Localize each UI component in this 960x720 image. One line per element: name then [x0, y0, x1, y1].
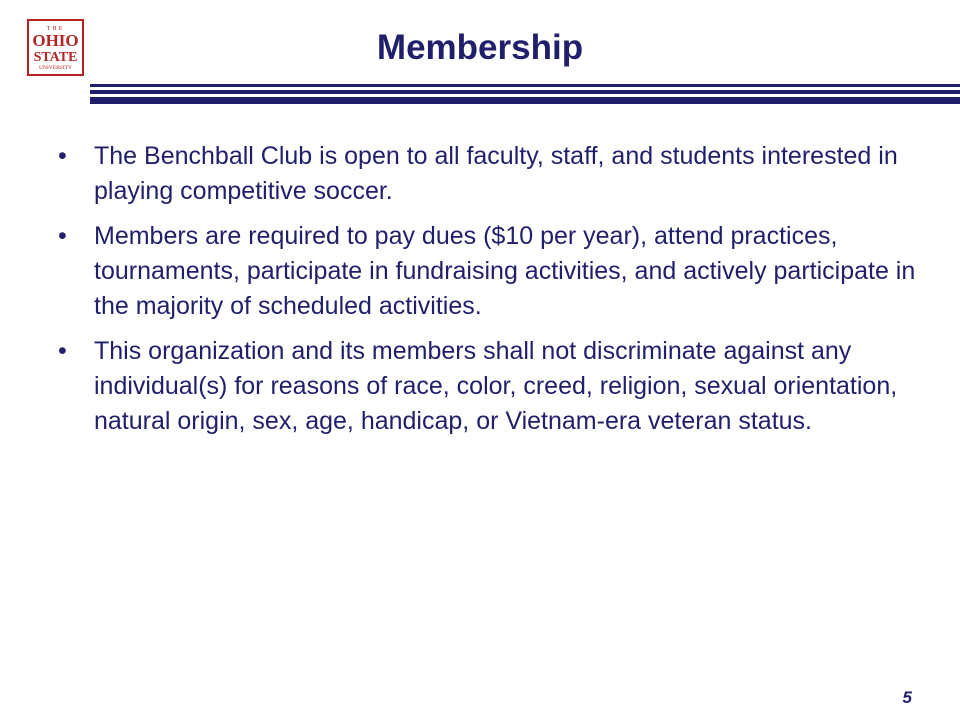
logo-line-ohio: OHIO — [32, 31, 79, 50]
bullet-text: This organization and its members shall not discriminate against any individual(s) for reasons of race, color, creed, religion, sexual orientation, natural origin, sex, age, handicap, or Vietnam-era veteran status. — [94, 337, 898, 435]
rule-line-2 — [90, 90, 960, 94]
bullet-text: Members are required to pay dues ($10 per year), attend practices, tournaments, participate in fundraising activities, and actively participate in the majority of scheduled activities. — [94, 222, 916, 320]
logo-line-university: UNIVERSITY — [39, 65, 72, 71]
page-number: 5 — [902, 688, 912, 707]
bullet-item-member-requirements — [58, 219, 928, 324]
slide-title: Membership — [376, 28, 584, 67]
rule-line-3 — [90, 97, 960, 104]
title-underline-graphic — [90, 84, 960, 106]
logo-line-the: THE — [46, 26, 65, 32]
title-underline — [90, 84, 960, 106]
bullet-item-open-membership — [58, 139, 928, 209]
bullet-list — [58, 139, 928, 449]
rule-line-1 — [90, 84, 960, 87]
bullet-mark: • — [58, 222, 67, 250]
bullet-item-nondiscrimination — [58, 334, 928, 439]
logo-line-state: STATE — [33, 50, 78, 65]
bullet-mark: • — [58, 142, 67, 170]
bullet-text: The Benchball Club is open to all faculty, staff, and students interested in playing competitive soccer. — [94, 142, 898, 205]
bullet-mark: • — [58, 337, 67, 365]
